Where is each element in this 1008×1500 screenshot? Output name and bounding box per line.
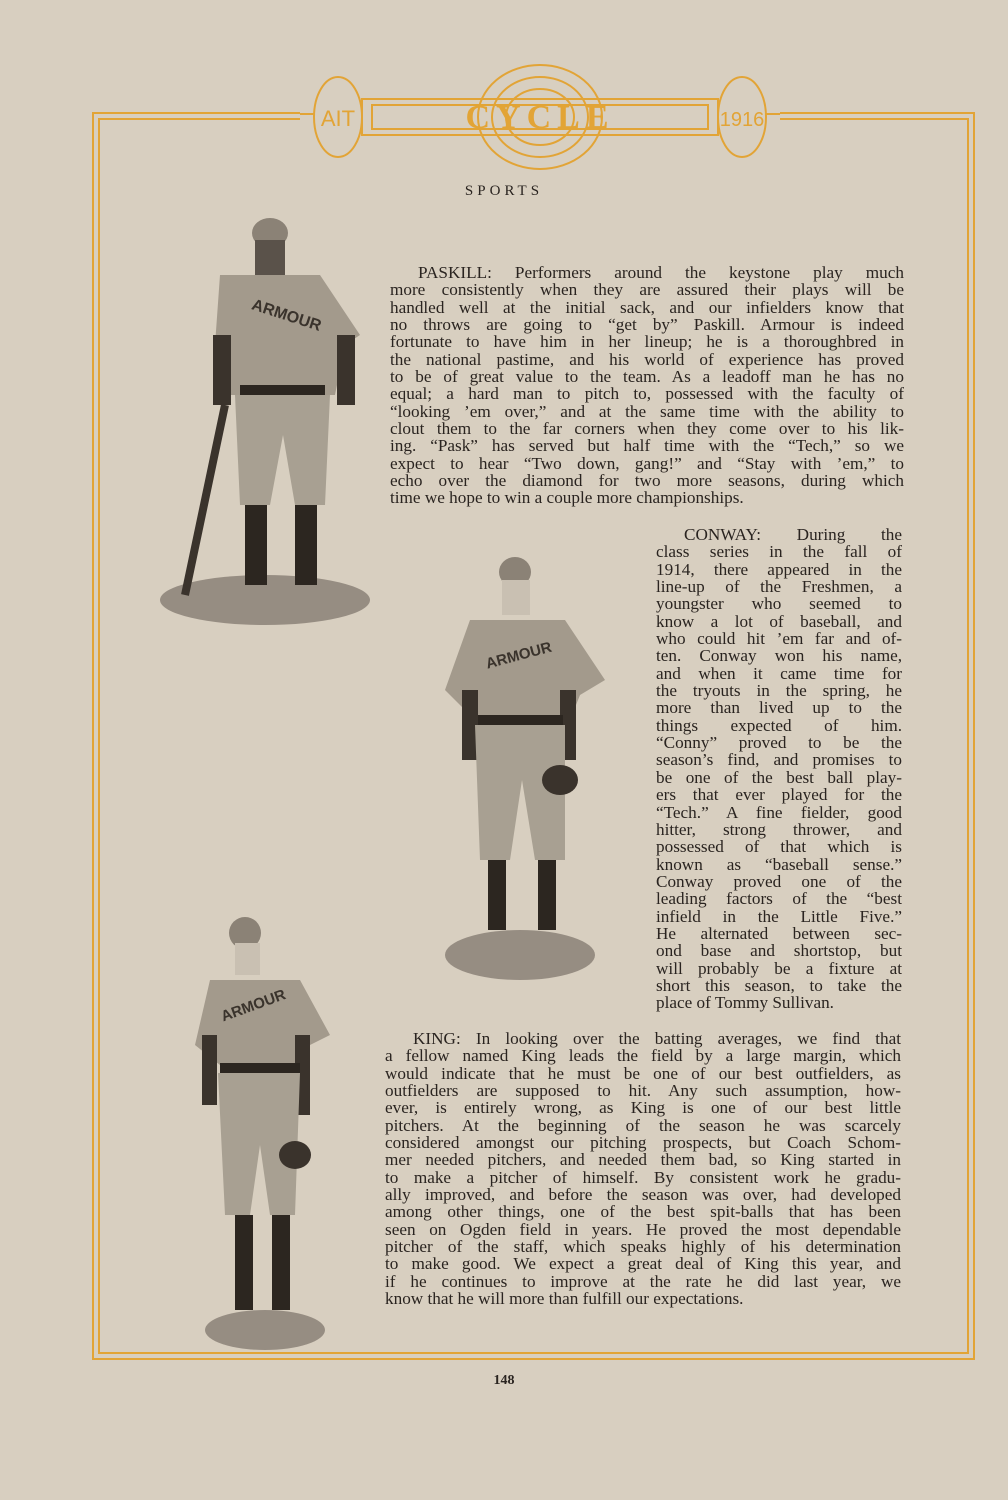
text-line: leading factors of the “best [656, 889, 902, 909]
text-line: class series in the fall of [656, 542, 902, 562]
text-line: “Tech.” A fine fielder, good [656, 802, 902, 822]
text-line: more than lived up to the [656, 698, 902, 718]
text-line: know that he will more than fulfill our expectations. [385, 1289, 744, 1309]
header-year: 1916 [719, 109, 765, 131]
text-line: outfielders are supposed to hit. Any such assumption, how- [385, 1081, 901, 1101]
paragraph-king [385, 1030, 901, 1308]
text-line: no throws are going to “get by” Paskill. Armour is indeed [390, 315, 904, 335]
text-line: a fellow named King leads the field by a large margin, which [385, 1046, 901, 1066]
paragraph-paskill [390, 264, 904, 507]
text-line: and when it came time for [656, 663, 902, 683]
text-line: things expected of him. [656, 715, 902, 735]
text-line: Conway proved one of the [656, 871, 902, 891]
photo-paskill [145, 205, 375, 630]
text-line: possessed of that which is [656, 837, 902, 857]
page-number: 148 [493, 1373, 515, 1388]
text-line: expect to hear “Two down, gang!” and “Stay with ’em,” to [390, 453, 904, 473]
text-line: to be of great value to the team. As a leadoff man he has no [390, 367, 904, 387]
text-line: pitcher of the staff, which speaks highly of his determination [385, 1237, 901, 1257]
paragraph-conway [656, 526, 902, 1012]
text-line: 1914, there appeared in the [656, 559, 902, 579]
text-line: youngster who seemed to [656, 594, 902, 614]
section-title: SPORTS [464, 183, 544, 199]
text-line: be one of the best ball play- [656, 767, 902, 787]
text-line: equal; a hard man to pitch to, possessed with the faculty of [390, 384, 904, 404]
text-line: the tryouts in the spring, he [656, 681, 902, 701]
text-line: fortunate to have him in her lineup; he is a thoroughbred in [390, 332, 904, 352]
text-line: to make a pitcher of himself. By consistent work he gradu- [385, 1167, 901, 1187]
text-line: handled well at the initial sack, and our infielders know that [390, 297, 904, 317]
text-line: infield in the Little Five.” [656, 906, 902, 926]
text-line: “Conny” proved to be the [656, 733, 902, 753]
text-line: season’s find, and promises to [656, 750, 902, 770]
text-line: if he continues to improve at the rate he did last year, we [385, 1271, 901, 1291]
text-line: hitter, strong thrower, and [656, 819, 902, 839]
photo-conway [440, 540, 615, 985]
text-line: would indicate that he must be one of our best outfielders, as [385, 1063, 901, 1083]
text-line: echo over the diamond for two more seasons, during which [390, 471, 904, 491]
text-line: pitchers. At the beginning of the season he was scarcely [385, 1115, 901, 1135]
text-line: know a lot of baseball, and [656, 611, 902, 631]
text-line: the national pastime, and his world of experience has proved [390, 349, 904, 369]
text-line: to make good. We expect a great deal of King this year, and [385, 1254, 901, 1274]
text-line: considered amongst our pitching prospects, but Coach Schom- [385, 1133, 901, 1153]
text-line: ever, is entirely wrong, as King is one of our best little [385, 1098, 901, 1118]
text-line: more consistently when they are assured their plays will be [390, 280, 904, 300]
header-title: CYCLE [465, 99, 615, 136]
text-line: mer needed pitchers, and needed them bad, so King started in [385, 1150, 901, 1170]
jersey-text: ARMOUR [218, 986, 289, 1026]
text-line: PASKILL: Performers around the keystone play much [418, 263, 904, 282]
text-line: He alternated between sec- [656, 923, 902, 943]
text-line: line-up of the Freshmen, a [656, 577, 902, 597]
text-line: CONWAY: During the [684, 525, 902, 544]
jersey-text: ARMOUR [249, 296, 324, 335]
text-line: will probably be a fixture at [656, 958, 902, 978]
header-left-mark: AIT [320, 106, 356, 131]
text-line: clout them to the far corners when they come over to his lik- [390, 419, 904, 439]
cycle-header-ornament [300, 62, 780, 172]
text-line: among other things, one of the best spit-balls that has been [385, 1202, 901, 1222]
text-line: short this season, to take the [656, 975, 902, 995]
text-line: ally improved, and before the season was over, had developed [385, 1185, 901, 1205]
photo-king [190, 905, 350, 1355]
text-line: ers that ever played for the [656, 785, 902, 805]
text-line: who could hit ’em far and of- [656, 629, 902, 649]
text-line: ten. Conway won his name, [656, 646, 902, 666]
text-line: place of Tommy Sullivan. [656, 993, 834, 1013]
text-line: ing. “Pask” has served but half time with the “Tech,” so we [390, 436, 904, 456]
text-line: time we hope to win a couple more championships. [390, 488, 744, 508]
text-line: seen on Ogden field in years. He proved the most dependable [385, 1219, 901, 1239]
text-line: “looking ’em over,” and at the same time with the ability to [390, 401, 904, 421]
text-line: ond base and shortstop, but [656, 941, 902, 961]
text-line: known as “baseball sense.” [656, 854, 902, 874]
jersey-text: ARMOUR [484, 638, 554, 673]
text-line: KING: In looking over the batting averages, we find that [413, 1029, 901, 1048]
